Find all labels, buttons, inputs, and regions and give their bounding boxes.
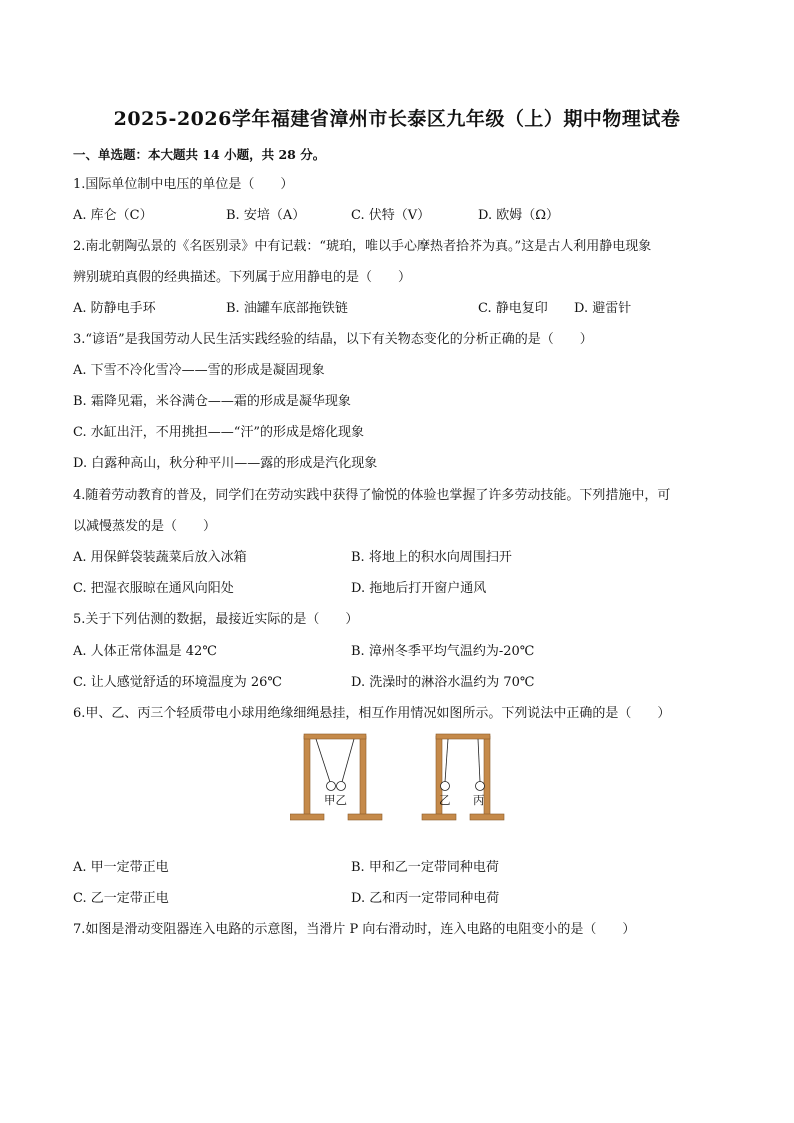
left-stand-base-1 [290,814,324,820]
q6-option-c: C. 乙一定带正电 [73,891,169,906]
question-2-stem-line2: 辨别琥珀真假的经典描述。下列属于应用静电的是（ ） [73,270,412,285]
q2-option-d: D. 避雷针 [574,301,632,316]
right-stand-base-2 [470,814,504,820]
question-5-stem: 5.关于下列估测的数据，最接近实际的是（ ） [73,612,359,627]
string-jia [316,739,330,782]
charged-balls-figure [290,732,510,832]
label-jia-yi: 甲乙 [324,793,347,807]
question-4-stem-line1: 4.随着劳动教育的普及，同学们在劳动实践中获得了愉悦的体验也掌握了许多劳动技能。下列措施中，可 [73,488,671,503]
left-stand [290,734,382,820]
q2-option-a: A. 防静电手环 [73,301,156,316]
q6-option-d: D. 乙和丙一定带同种电荷 [351,891,500,906]
question-2-stem-line1: 2.南北朝陶弘景的《名医别录》中有记载：“琥珀，唯以手心摩热者拾芥为真。”这是古人利用静电现象 [73,239,652,254]
ball-yi-right [441,782,450,791]
q1-option-c: C. 伏特（V） [351,208,431,223]
left-stand-post-1 [304,736,310,816]
question-6-stem: 6.甲、乙、丙三个轻质带电小球用绝缘细绳悬挂，相互作用情况如图所示。下列说法中正确的是（ ） [73,706,671,721]
q6-option-a: A. 甲一定带正电 [73,860,169,875]
left-stand-post-2 [360,736,366,816]
q4-option-b: B. 将地上的积水向周围扫开 [351,550,512,565]
question-3-stem: 3.“谚语”是我国劳动人民生活实践经验的结晶，以下有关物态变化的分析正确的是（ ） [73,332,593,347]
label-bing: 丙 [473,793,485,807]
q4-option-d: D. 拖地后打开窗户通风 [351,581,487,596]
ball-yi-left [337,782,346,791]
q1-option-d: D. 欧姆（Ω） [478,208,560,223]
q5-option-d: D. 洗澡时的淋浴水温约为 70℃ [351,675,535,690]
q5-option-b: B. 漳州冬季平均气温约为-20℃ [351,644,535,659]
string-yi-right [445,739,448,782]
q2-option-c: C. 静电复印 [478,301,548,316]
question-4-stem-line2: 以减慢蒸发的是（ ） [73,519,217,534]
q3-option-a: A. 下雪不冷化雪冷——雪的形成是凝固现象 [73,363,325,378]
exam-title: 2025-2026学年福建省漳州市长泰区九年级（上）期中物理试卷 [113,108,681,130]
charged-balls-svg [290,732,510,828]
q2-option-b: B. 油罐车底部拖铁链 [226,301,348,316]
section-heading: 一、单选题：本大题共 14 小题，共 28 分。 [73,147,326,162]
q3-option-c: C. 水缸出汗，不用挑担——“汗”的形成是熔化现象 [73,425,365,440]
ball-bing [476,782,485,791]
left-stand-top-bar [304,734,366,739]
q4-option-c: C. 把湿衣服晾在通风向阳处 [73,581,234,596]
ball-jia [327,782,336,791]
right-stand-top-bar [436,734,490,739]
left-stand-base-2 [348,814,382,820]
right-stand [422,734,504,820]
label-yi-right: 乙 [439,793,451,807]
string-yi-left [342,739,354,782]
q5-option-c: C. 让人感觉舒适的环境温度为 26℃ [73,675,282,690]
q1-option-a: A. 库仑（C） [73,208,153,223]
q6-option-b: B. 甲和乙一定带同种电荷 [351,860,499,875]
q3-option-b: B. 霜降见霜，米谷满仓——霜的形成是凝华现象 [73,394,351,409]
q5-option-a: A. 人体正常体温是 42℃ [73,644,217,659]
right-stand-base-1 [422,814,456,820]
string-bing [478,739,480,782]
q3-option-d: D. 白露种高山，秋分种平川——露的形成是汽化现象 [73,456,378,471]
q1-option-b: B. 安培（A） [226,208,306,223]
right-stand-post-2 [484,736,490,816]
question-7-stem: 7.如图是滑动变阻器连入电路的示意图，当滑片 P 向右滑动时，连入电路的电阻变小的是（ ） [73,922,636,937]
question-1-stem: 1.国际单位制中电压的单位是（ ） [73,177,294,192]
q4-option-a: A. 用保鲜袋装蔬菜后放入冰箱 [73,550,247,565]
